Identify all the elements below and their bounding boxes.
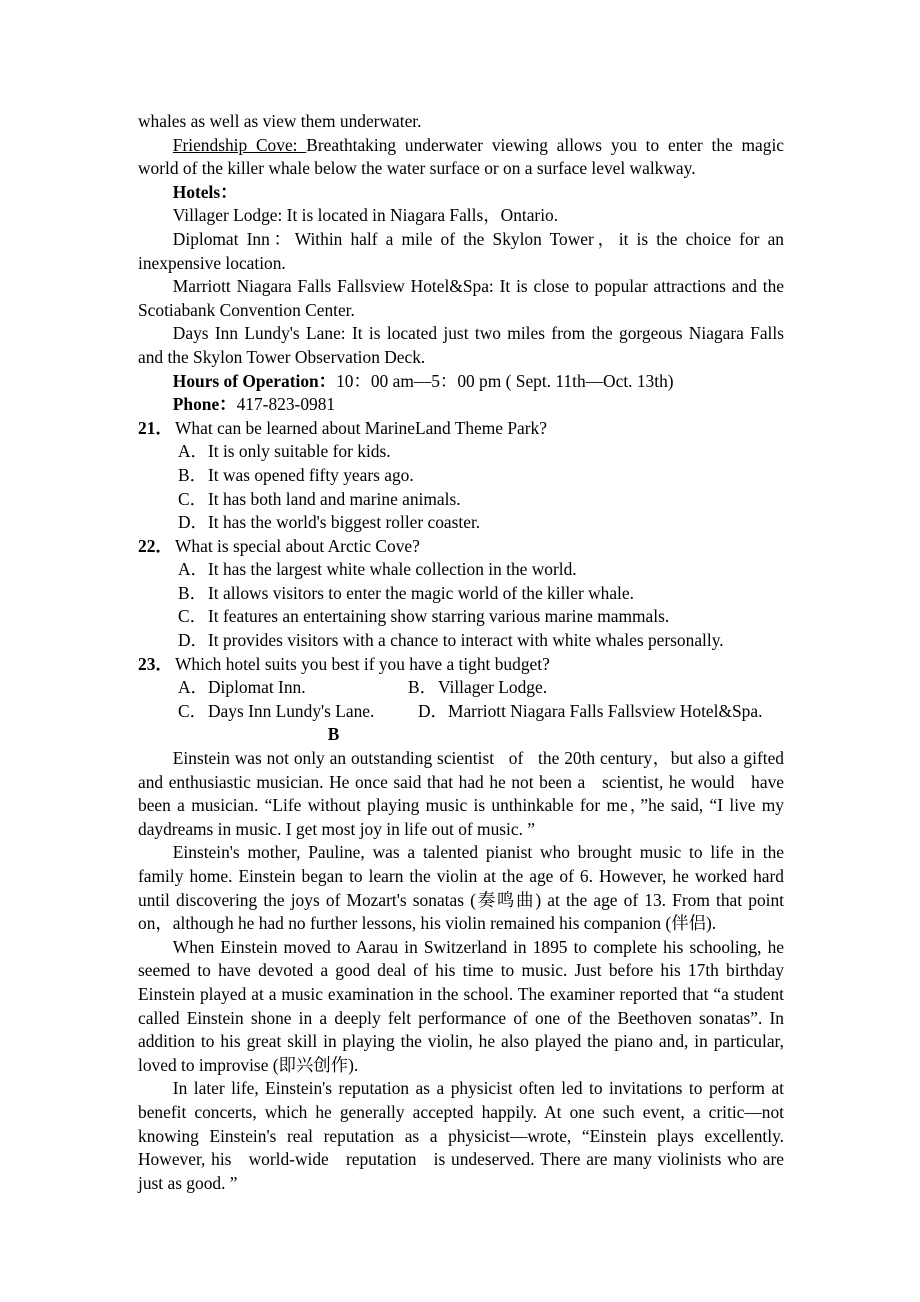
option-letter: B． [178, 582, 207, 603]
section-b-paragraph-3: When Einstein moved to Aarau in Switzerland in 1895 to complete his schooling, he seemed to have devoted a good deal of his time to music. Just before his 17th birthday Einstein played at a music examination in the school. The examiner reported that “a student called Einstein shone in a deeply felt performance of one of the Beethoven sonatas”. In addition to his great skill in playing the violin, he also played the piano and, in particular, loved to improvise (即兴创作). [138, 936, 789, 1075]
section-b-paragraph-2: Einstein's mother, Pauline, was a talented pianist who brought music to life in the family home. Einstein began to learn the violin at the age of 6. However, he worked hard until discovering the joys of Mozart's sonatas (奏鸣曲) at the age of 13. From that point on，although he had no further lessons, his violin remained his companion (伴侣). [138, 842, 789, 934]
option-text: Diplomat Inn. [208, 677, 306, 698]
question-21-option-a[interactable] [138, 440, 784, 464]
friendship-cove-text: Breathtaking underwater viewing allows you to enter the magic world of the killer whale below the water surface or on a surface level walkway. [138, 134, 789, 179]
option-letter: C． [178, 700, 207, 721]
question-23-prompt: Which hotel suits you best if you have a tight budget? [175, 653, 550, 674]
option-text: It provides visitors with a chance to interact with white whales personally. [208, 630, 724, 651]
option-letter: C． [178, 488, 207, 509]
option-letter: D． [178, 512, 208, 533]
option-letter: A． [178, 441, 208, 462]
question-21-prompt: What can be learned about MarineLand Theme Park? [175, 417, 547, 438]
option-letter: A． [178, 677, 208, 698]
question-22-prompt: What is special about Arctic Cove? [175, 535, 420, 556]
option-letter: C． [178, 606, 207, 627]
section-b-heading: B [327, 724, 340, 745]
friendship-cove-entry [138, 134, 789, 181]
friendship-cove-label: Friendship Cove: [172, 134, 307, 155]
option-text: It is only suitable for kids. [208, 441, 391, 462]
question-23-number: 23． [138, 653, 173, 674]
option-text: Days Inn Lundy's Lane. [208, 700, 375, 721]
section-b-paragraph-4: In later life, Einstein's reputation as a physicist often led to invitations to perform at benefit concerts, which he generally accepted happily. At one such event, a critic—not knowing Einstein's real reputation as a physicist—wrote, “Einstein plays excellently. However, his world-wide reputation is undeserved. There are many violinists who are just as good. ” [138, 1078, 798, 1193]
exam-page-body [138, 110, 798, 1195]
option-letter: A． [178, 559, 208, 580]
hotel-entry-marriott: Marriott Niagara Falls Fallsview Hotel&Spa: It is close to popular attractions and the Scotiabank Convention Center. [138, 276, 789, 320]
section-b-paragraph-1: Einstein was not only an outstanding scientist of the 20th century，but also a gifted and enthusiastic musician. He once said that had he not been a scientist, he would have been a musician. “Life without playing music is unthinkable for me，”he said, “I live my daydreams in music. I get most joy in life out of music. ” [138, 748, 789, 839]
question-21-option-c[interactable] [138, 488, 784, 512]
question-21-number: 21． [138, 417, 173, 438]
hotel-entry-diplomat-inn: Diplomat Inn：Within half a mile of the Skylon Tower，it is the choice for an inexpensive location. [138, 228, 789, 273]
option-text: It was opened fifty years ago. [208, 464, 414, 485]
question-22-number: 22． [138, 535, 173, 556]
question-22-option-c[interactable] [138, 605, 784, 629]
hotel-entry-villager-lodge: Villager Lodge: It is located in Niagara Falls，Ontario. [172, 205, 559, 226]
option-text: It has the largest white whale collection in the world. [208, 559, 577, 580]
hotels-heading [138, 181, 784, 205]
hours-of-operation-line [138, 370, 784, 394]
option-text: It allows visitors to enter the magic world of the killer whale. [208, 582, 634, 603]
option-letter: D． [178, 630, 208, 651]
phone-line [138, 393, 784, 417]
question-22-option-a[interactable] [138, 558, 784, 582]
question-21 [138, 417, 784, 441]
option-letter: B． [408, 677, 437, 698]
phone-value: 417-823-0981 [236, 394, 336, 415]
option-text: It has the world's biggest roller coaster. [208, 512, 481, 533]
question-23 [138, 653, 784, 677]
hotel-entry-days-inn: Days Inn Lundy's Lane: It is located just two miles from the gorgeous Niagara Falls and the Skylon Tower Observation Deck. [138, 323, 789, 367]
passage-continuation-line: whales as well as view them underwater. [138, 111, 422, 131]
question-21-option-b[interactable] [138, 464, 784, 488]
option-text: It has both land and marine animals. [208, 488, 461, 509]
option-letter: D． [418, 700, 448, 721]
hours-of-operation-label: Hours of Operation： [172, 370, 337, 391]
option-text: It features an entertaining show starring various marine mammals. [208, 606, 670, 627]
question-23-option-b[interactable] [408, 676, 784, 700]
question-23-option-a[interactable] [178, 676, 408, 700]
question-23-option-c[interactable] [178, 700, 418, 724]
question-23-option-d[interactable] [418, 700, 784, 724]
hotels-heading-label: Hotels： [172, 181, 238, 202]
question-21-option-d[interactable] [138, 511, 784, 535]
question-23-options-row-2 [138, 700, 784, 724]
question-22-option-d[interactable] [138, 629, 784, 653]
hours-of-operation-value: 10：00 am—5：00 pm ( Sept. 11th—Oct. 13th) [336, 370, 674, 391]
option-letter: B． [178, 464, 207, 485]
option-text: Marriott Niagara Falls Fallsview Hotel&Spa. [448, 700, 763, 721]
phone-label: Phone： [172, 394, 237, 415]
question-22-option-b[interactable] [138, 582, 784, 606]
question-22 [138, 535, 784, 559]
option-text: Villager Lodge. [438, 677, 548, 698]
question-23-options-row-1 [138, 676, 784, 700]
